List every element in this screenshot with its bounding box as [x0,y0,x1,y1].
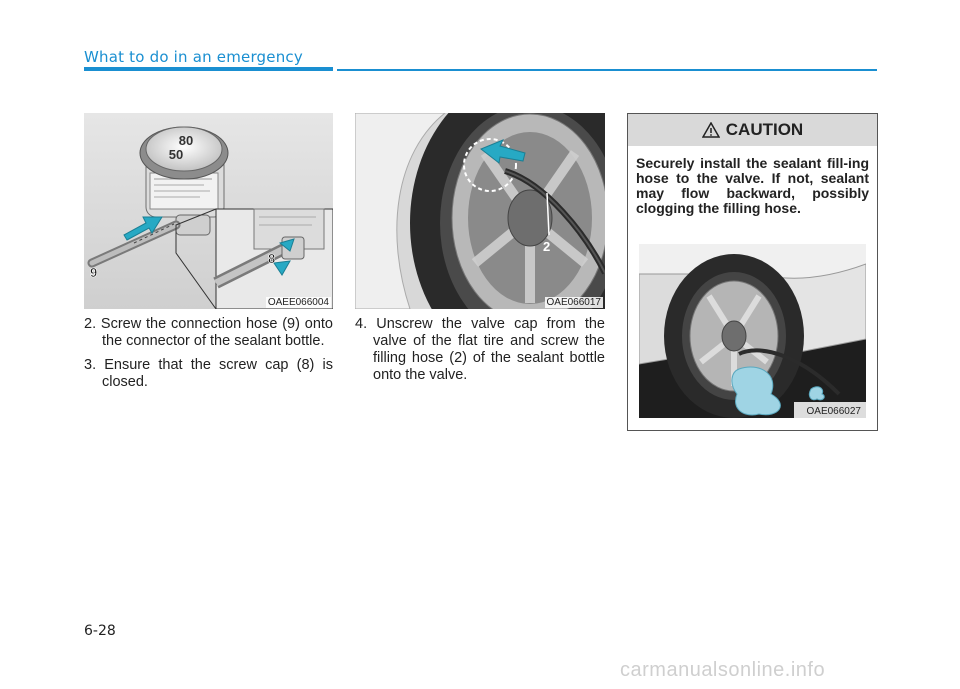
figure-code: OAE066017 [546,297,601,308]
caution-header [628,114,877,146]
label-2: 2 [543,239,551,254]
sealant-bottle-illustration [84,113,333,309]
step-2: 2. Screw the connection hose (9) onto the connector of the sealant bottle. [84,316,333,349]
figure-sealant-bottle [84,113,333,309]
figure-code: OAEE066004 [267,297,329,308]
warning-icon [702,122,720,138]
section-title: What to do in an emergency [84,48,303,66]
page-number: 6-28 [84,623,116,639]
label-8: 8 [268,251,276,266]
step-3: 3. Ensure that the screw cap (8) is closed. [84,357,333,390]
steps-left [84,316,333,398]
label-9: 9 [90,265,98,280]
header-bar [84,67,333,71]
gauge-mark-lower: 50 [168,147,184,162]
tire-valve-illustration [355,113,605,309]
caution-title: CAUTION [725,120,804,139]
figure-code: OAE066027 [806,406,861,417]
caution-text: Securely install the sealant fill-ing hose to the valve. If not, sealant may flow backward, possibly clogging the filling hose. [636,155,869,216]
steps-right [355,316,605,391]
sealant-backflow-illustration [639,244,866,418]
gauge-mark-upper: 80 [178,133,194,148]
caution-box [627,113,878,431]
figure-tire-valve [355,113,605,309]
figure-sealant-backflow [639,244,866,418]
header-rule [337,69,877,71]
step-4: 4. Unscrew the valve cap from the valve of the flat tire and screw the filling hose (2) of the sealant bottle onto the valve. [355,316,605,383]
watermark[interactable]: carmanualsonline.info [620,659,826,681]
